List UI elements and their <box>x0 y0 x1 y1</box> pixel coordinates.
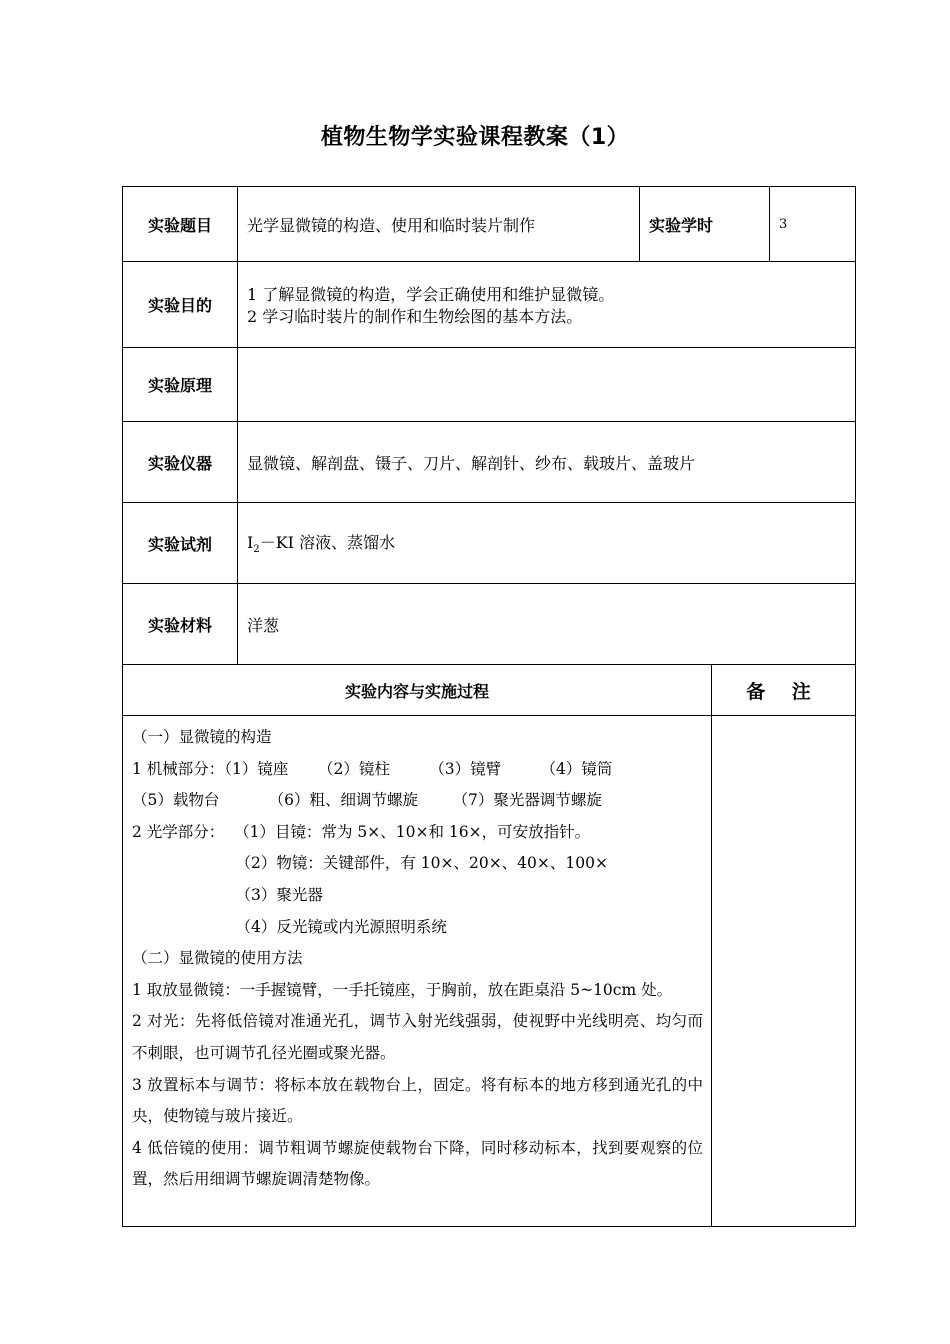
lesson-plan-table <box>122 186 855 1227</box>
content-paragraph: 4 低倍镜的使用：调节粗调节螺旋使载物台下降，同时移动标本，找到要观察的位置，然后用细调节螺旋调清楚物像。 <box>132 1138 703 1189</box>
row-reagents <box>123 503 856 584</box>
row-instruments <box>123 422 856 503</box>
instruments-label: 实验仪器 <box>123 422 238 503</box>
reagent-formula-prefix: I <box>247 533 254 553</box>
document-title: 植物生物学实验课程教案（1） <box>320 125 630 150</box>
purpose-value <box>238 262 856 348</box>
content-line: 2 光学部分： （1）目镜：常为 5×、10×和 16×，可安放指针。 <box>132 822 591 841</box>
topic-value: 光学显微镜的构造、使用和临时装片制作 <box>238 187 640 262</box>
hours-label: 实验学时 <box>640 187 770 262</box>
content-line: （2）物镜：关键部件，有 10×、20×、40×、100× <box>132 854 608 873</box>
materials-label: 实验材料 <box>123 584 238 665</box>
content-header-row <box>123 665 856 716</box>
content-header: 实验内容与实施过程 <box>123 665 712 716</box>
materials-value: 洋葱 <box>238 584 856 665</box>
notes-body <box>712 716 856 1227</box>
principle-label: 实验原理 <box>123 348 238 422</box>
principle-value <box>238 348 856 422</box>
content-line: （4）反光镜或内光源照明系统 <box>132 917 447 936</box>
hours-value: 3 <box>770 187 856 262</box>
content-body <box>123 716 712 1227</box>
header-table <box>122 186 856 665</box>
row-materials <box>123 584 856 665</box>
purpose-label: 实验目的 <box>123 262 238 348</box>
row-topic <box>123 187 856 262</box>
notes-header: 备 注 <box>712 665 856 716</box>
purpose-line-2: 2 学习临时装片的制作和生物绘图的基本方法。 <box>247 307 583 326</box>
reagents-value <box>238 503 856 584</box>
content-table <box>122 664 856 1227</box>
content-body-row <box>123 716 856 1227</box>
row-principle <box>123 348 856 422</box>
content-line: （5）载物台 （6）粗、细调节螺旋 （7）聚光器调节螺旋 <box>132 791 602 810</box>
content-paragraph: 3 放置标本与调节：将标本放在载物台上，固定。将有标本的地方移到通光孔的中央，使物镜与玻片接近。 <box>132 1075 703 1126</box>
instruments-value: 显微镜、解剖盘、镊子、刀片、解剖针、纱布、载玻片、盖玻片 <box>238 422 856 503</box>
content-paragraph: 1 取放显微镜：一手握镜臂，一手托镜座，于胸前，放在距桌沿 5~10cm 处。 <box>132 980 673 999</box>
topic-label: 实验题目 <box>123 187 238 262</box>
content-line: （一）显微镜的构造 <box>132 728 272 746</box>
reagents-label: 实验试剂 <box>123 503 238 584</box>
row-purpose <box>123 262 856 348</box>
purpose-line-1: 1 了解显微镜的构造，学会正确使用和维护显微镜。 <box>247 285 615 304</box>
content-line: （二）显微镜的使用方法 <box>132 949 303 968</box>
content-line: 1 机械部分：（1）镜座 （2）镜柱 （3）镜臂 （4）镜筒 <box>132 759 613 778</box>
content-paragraph: 2 对光：先将低倍镜对准通光孔，调节入射光线强弱，使视野中光线明亮、均匀而不刺眼，也可调节孔径光圈或聚光器。 <box>132 1012 703 1062</box>
reagent-formula-subscript: 2 <box>253 544 260 556</box>
content-line: （3）聚光器 <box>132 885 323 904</box>
reagent-formula-suffix: －KI 溶液、蒸馏水 <box>259 533 396 553</box>
